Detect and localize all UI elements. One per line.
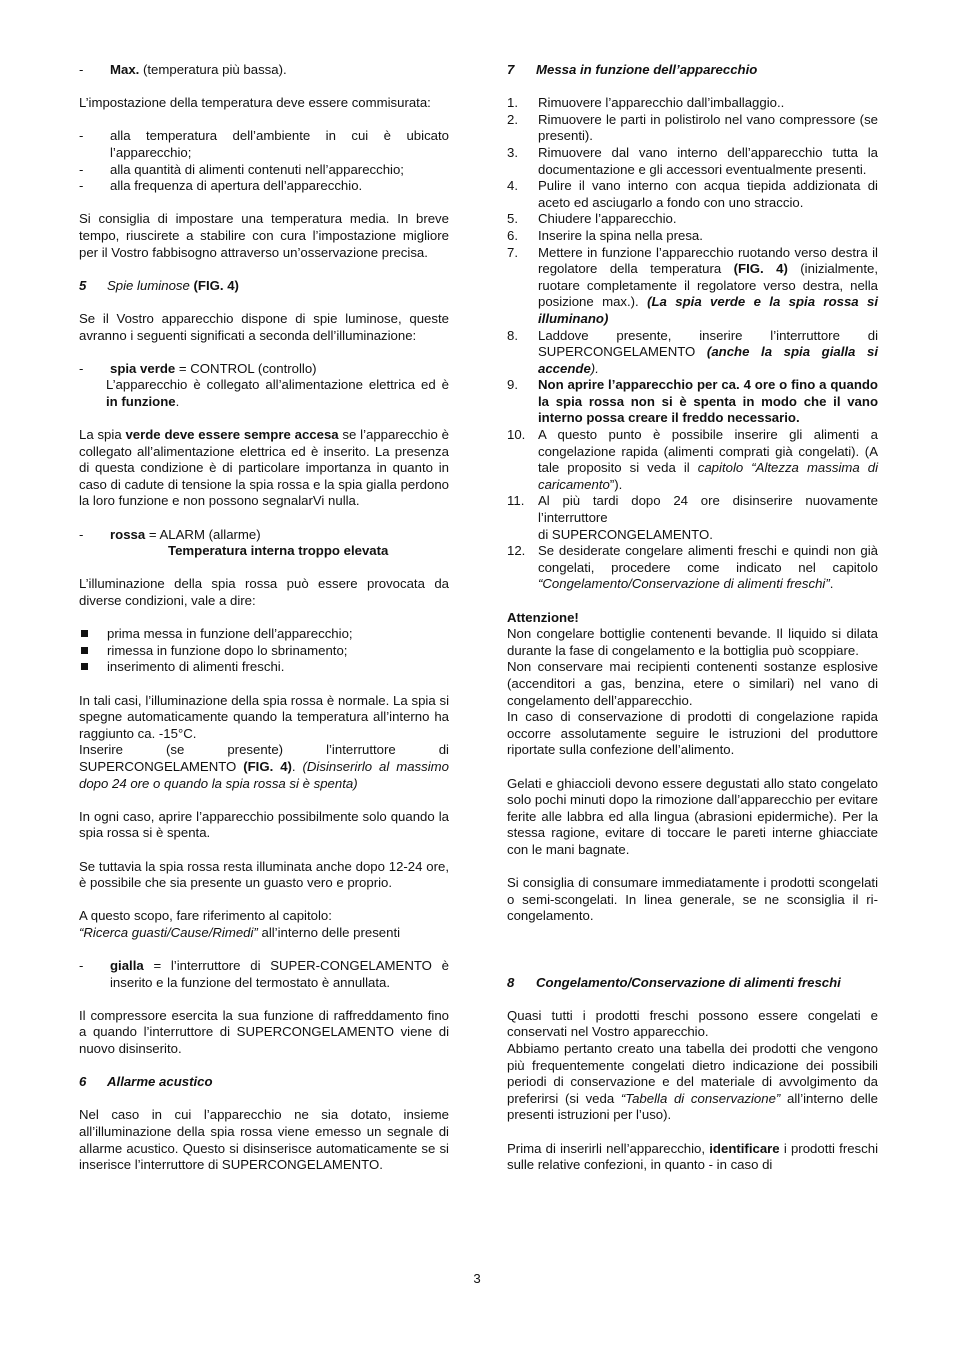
square-bullet-icon <box>81 630 88 637</box>
gelati-paragraph: Gelati e ghiaccioli devono essere degustati allo stato congelato solo pochi minuti dopo la rimozione dall’apparecchio per evitare ferite alle labbra ed alla lingua (abrasioni epidermiche). Per la stessa ragione, evitare di toccare le pareti interne ghiacciate con le mani bagnate. <box>507 775 878 857</box>
imp-item: - alla frequenza di apertura dell’apparecchio. <box>79 178 363 194</box>
verde-paragraph: La spia verde deve essere sempre accesa se l’apparecchio è collegato all’alimentazione elettrica ed è inserito. La presenza di questa condizione è di particolare importanza in quanto in caso di cadute di tensione la spia rossa e la spia gialla perdono la loro funzione e non possono segnalarVi nulla. <box>79 427 449 509</box>
rossa-subtitle: Temperatura interna troppo elevata <box>168 543 389 559</box>
tali-casi-paragraph: In tali casi, l’illuminazione della spia rossa è normale. La spia si spegne automaticamente quando la temperatura all’interno ha raggiunto ca. -15°C. <box>79 692 449 741</box>
step-item: 5. Chiudere l’apparecchio. <box>507 211 677 227</box>
step-item: 7. Mettere in funzione l’apparecchio ruotando verso destra il regolatore della temperatura (FIG. 4) (inizialmente, ruotare completamente il regolatore verso destra, nella posizione max.). (La spia verde e la spia rossa si illuminano) <box>507 244 878 326</box>
imp-intro: L’impostazione della temperatura deve essere commisurata: <box>79 95 431 111</box>
abbiamo-paragraph: Abbiamo pertanto creato una tabella dei prodotti che vengono più frequentemente congelati dietro indicazione dei possibili periodi di conservazione e del materiale di avvolgimento da preferirsi (si veda “Tabella di conservazione” all’interno delle presenti istruzioni per l’uso). <box>507 1041 878 1123</box>
rossa-item: - rossa = ALARM (allarme) <box>79 526 261 542</box>
step-item: 3. Rimuovere dal vano interno dell’apparecchio tutta la documentazione e gli accessori eventualmente presenti. <box>507 144 878 177</box>
imp-item: - alla quantità di alimenti contenuti nell’apparecchio; <box>79 161 404 177</box>
rossa-bullet: inserimento di alimenti freschi. <box>79 659 449 676</box>
prima-paragraph: Prima di inserirli nell’apparecchio, identificare i prodotti freschi sulle relative confezioni, in quanto - in caso di <box>507 1140 879 1173</box>
section-7-heading: 7 Messa in funzione dell’apparecchio <box>507 62 758 77</box>
attention-text: Non congelare bottiglie contenenti bevande. Il liquido si dilata durante la fase di congelamento e la bottiglia può scoppiare. <box>507 626 878 658</box>
step-item: 6. Inserire la spina nella presa. <box>507 227 703 243</box>
attention-text: In caso di conservazione di prodotti di congelazione rapida occorre assolutamente seguire le istruzioni del produttore riportate sulla confezione dell’alimento. <box>507 709 878 758</box>
inserire-paragraph: Inserire (se presente) l’interruttore di SUPERCONGELAMENTO (FIG. 4). (Disinserirlo al massimo dopo 24 ore o quando la spia rossa si è spenta) <box>79 742 449 791</box>
compressore-paragraph: Il compressore esercita la sua funzione di raffreddamento fino a quando l’interruttore di SUPERCONGELAMENTO viene di nuovo disinserito. <box>79 1007 449 1057</box>
step-item: 11. Al più tardi dopo 24 ore disinserire nuovamente l’interruttore di SUPERCONGELAMENTO. <box>507 493 878 542</box>
rossa-bullet: rimessa in funzione dopo lo sbrinamento; <box>79 643 449 660</box>
square-bullet-icon <box>81 663 88 670</box>
imp-item: - alla temperatura dell’ambiente in cui è ubicato l’apparecchio; <box>79 128 449 160</box>
verde-desc: L’apparecchio è collegato all’alimentazione elettrica ed è in funzione. <box>106 377 449 409</box>
step-item: 2. Rimuovere le parti in polistirolo nel vano compressore (se presenti). <box>507 111 878 144</box>
page-number: 3 <box>473 1271 481 1286</box>
step-item: 1. Rimuovere l’apparecchio dall’imballaggio.. <box>507 95 785 111</box>
tuttavia-paragraph: Se tuttavia la spia rossa resta illuminata anche dopo 12-24 ore, è possibile che sia presente un guasto vero e proprio. <box>79 858 449 891</box>
step-item: 12. Se desiderate congelare alimenti freschi e quindi non già congelati, procedere come indicato nel capitolo “Congelamento/Conservazione di alimenti freschi”. <box>507 543 878 592</box>
ogni-caso-paragraph: In ogni caso, aprire l’apparecchio possibilmente solo quando la spia rossa si è spenta. <box>79 808 449 841</box>
s5-intro: Se il Vostro apparecchio dispone di spie luminose, queste avranno i seguenti significati a seconda dell’illuminazione: <box>79 310 449 343</box>
gialla-item: - gialla = l’interruttore di SUPER-CONGELAMENTO è inserito e la funzione del termostato è annullata. <box>79 958 449 990</box>
verde-item: - spia verde = CONTROL (controllo) <box>79 360 317 376</box>
step-item: 4. Pulire il vano interno con acqua tiepida addizionata di aceto ed asciugarlo a fondo con uno straccio. <box>507 178 878 210</box>
section-6-heading: 6 Allarme acustico <box>79 1074 213 1090</box>
attention-text: Non conservare mai recipienti contenenti sostanze esplosive (accenditori a gas, benzina, etere o similari) nel vano di congelamento dell’apparecchio. <box>507 659 878 708</box>
attention-title: Attenzione! <box>507 609 579 625</box>
rossa-bullet: prima messa in funzione dell’apparecchio; <box>79 626 449 643</box>
quasi-paragraph: Quasi tutti i prodotti freschi possono essere congelati e conservati nel Vostro apparecchio. <box>507 1007 878 1040</box>
left-column <box>79 62 449 1174</box>
step-item: 9. Non aprire l’apparecchio per ca. 4 ore o fino a quando la spia rossa non si è spenta in modo che il vano interno possa creare il freddo necessario. <box>507 377 878 426</box>
consumare-paragraph: Si consiglia di consumare immediatamente i prodotti scongelati o semi-scongelati. In linea generale, se ne sconsiglia il ri-congelamento. <box>507 875 878 924</box>
scopo-ref: “Ricerca guasti/Cause/Rimedi” all’interno delle presenti <box>79 924 401 940</box>
max-item <box>79 62 449 79</box>
s6-paragraph: Nel caso in cui l’apparecchio ne sia dotato, insieme all’illuminazione della spia rossa viene emesso un segnale di allarme acustico. Questo si disinserisce automaticamente se si inserisce l’interruttore di SUPERCONGELAMENTO. <box>79 1107 449 1173</box>
step-item: 8. Laddove presente, inserire l’interruttore di SUPERCONGELAMENTO (anche la spia gialla si accende). <box>507 327 878 376</box>
rossa-intro: L’illuminazione della spia rossa può essere provocata da diverse condizioni, vale a dire: <box>79 576 449 608</box>
section-8-heading: 8 Congelamento/Conservazione di alimenti freschi <box>507 974 841 990</box>
right-column <box>507 62 878 1174</box>
step-item: 10. A questo punto è possibile inserire gli alimenti a congelazione rapida (alimenti comprati già congelati). (A tale proposito si veda il capitolo “Altezza massima di caricamento”). <box>507 427 879 492</box>
square-bullet-icon <box>81 647 88 654</box>
scopo-line: A questo scopo, fare riferimento al capitolo: <box>79 908 332 924</box>
dash-marker: - <box>79 62 84 77</box>
max-label: Max. <box>110 62 140 77</box>
section-5-heading: 5 Spie luminose (FIG. 4) <box>79 277 239 293</box>
max-desc: (temperatura più bassa). <box>139 62 287 77</box>
consiglio-paragraph: Si consiglia di impostare una temperatura media. In breve tempo, riuscirete a stabilire con cura l’impostazione migliore per il Vostro fabbisogno attraverso un’osservazione precisa. <box>79 211 449 260</box>
